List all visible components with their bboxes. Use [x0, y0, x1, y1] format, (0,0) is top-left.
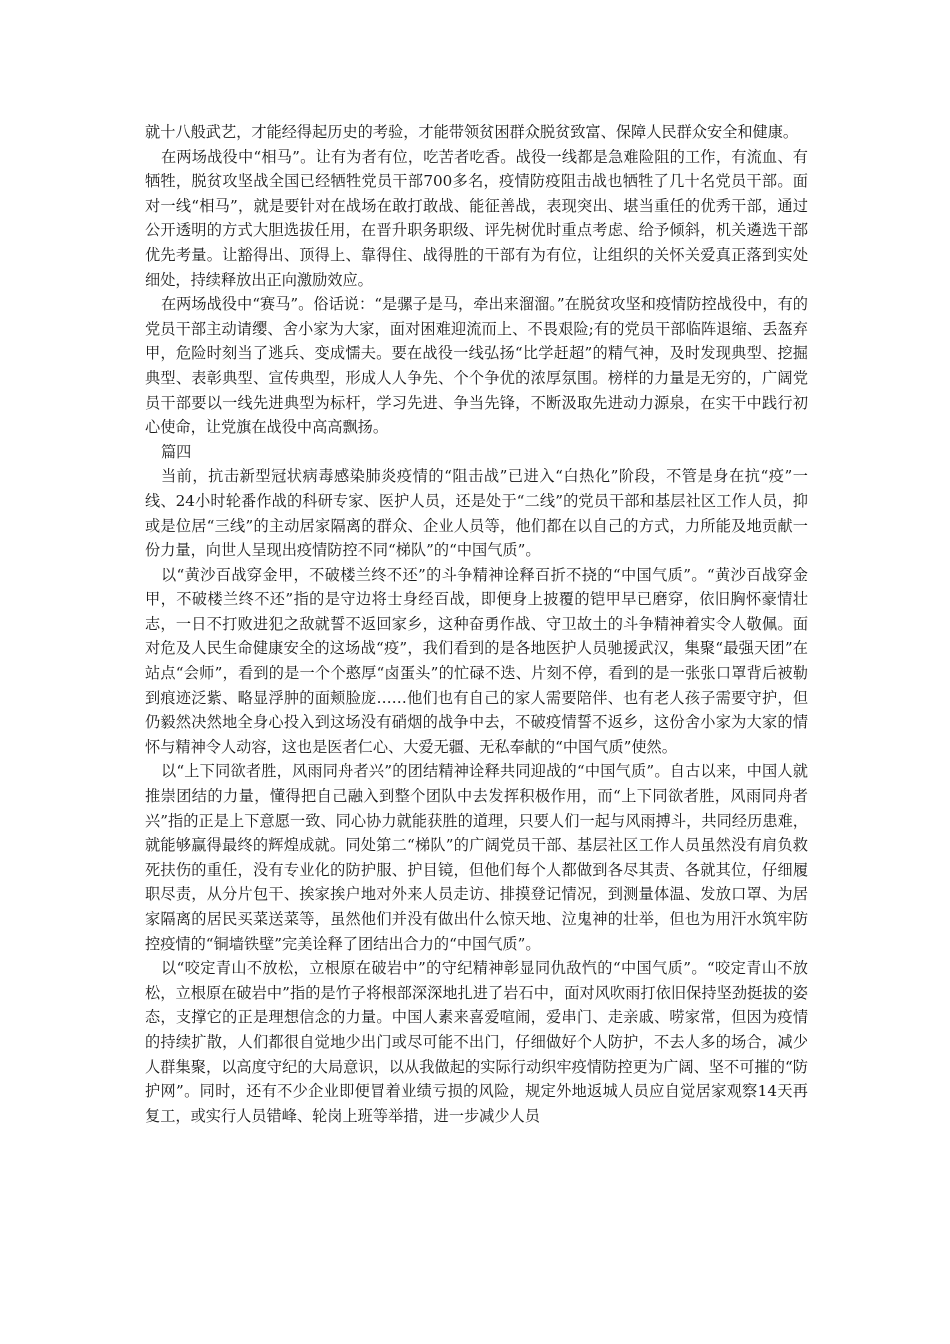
- section-heading: 篇四: [160, 442, 192, 461]
- paragraph: 在两场战役中“赛马”。俗话说：“是骡子是马，牵出来溜溜。”在脱贫攻坚和疫情防控战役中，有的党员干部主动请缨、舍小家为大家，面对困难迎流而上、不畏艰险;有的党员干部临阵退缩、丢盔弃甲，危险时刻当了逃兵、变成懦夫。要在战役一线弘扬“比学赶超”的精气神，及时发现典型、挖掘典型、表彰典型、宣传典型，形成人人争先、个个争优的浓厚氛围。榜样的力量是无穷的，广阔党员干部要以一线先进典型为标杆，学习先进、争当先锋，不断汲取先进动力源泉，在实干中践行初心使命，让党旗在战役中高高飘扬。: [145, 295, 808, 437]
- paragraph: 以“黄沙百战穿金甲，不破楼兰终不还”的斗争精神诠释百折不挠的“中国气质”。“黄沙百战穿金甲，不破楼兰终不还”指的是守边将士身经百战，即便身上披覆的铠甲早已磨穿，依旧胸怀豪情壮志，一日不打败进犯之敌就誓不返回家乡，这种奋勇作战、守卫故土的斗争精神着实令人敬佩。面对危及人民生命健康安全的这场战“疫”，我们看到的是各地医护人员驰援武汉，集聚“最强天团”在站点“会师”，看到的是一个个憨厚“卤蛋头”的忙碌不迭、片刻不停，看到的是一张张口罩背后被勒到痕迹泛紫、略显浮肿的面颊脸庞……他们也有自己的家人需要陪伴、也有老人孩子需要守护，但仍毅然决然地全身心投入到这场没有硝烟的战争中去，不破疫情誓不返乡，这份舍小家为大家的情怀与精神令人动容，这也是医者仁心、大爱无疆、无私奉献的“中国气质”使然。: [145, 565, 808, 756]
- paragraph: 就十八般武艺，才能经得起历史的考验，才能带领贫困群众脱贫致富、保障人民群众安全和健康。: [145, 123, 799, 141]
- paragraph: 以“上下同欲者胜，风雨同舟者兴”的团结精神诠释共同迎战的“中国气质”。自古以来，中国人就推崇团结的力量，懂得把自己融入到整个团队中去发挥积极作用，而“上下同欲者胜，风雨同舟者兴”指的正是上下意愿一致、同心协力就能获胜的道理，只要人们一起与风雨搏斗，共同经历患难，就能够赢得最终的辉煌成就。同处第二“梯队”的广阔党员干部、基层社区工作人员虽然没有肩负救死扶伤的重任，没有专业化的防护服、护目镜，但他们每个人都做到各尽其责、各就其位，仔细履职尽责，从分片包干、挨家挨户地对外来人员走访、排摸登记情况，到测量体温、发放口罩、为居家隔离的居民买菜送菜等，虽然他们并没有做出什么惊天地、泣鬼神的壮举，但也为用汗水筑牢防控疫情的“铜墙铁壁”完美诠释了团结出合力的“中国气质”。: [145, 762, 808, 953]
- paragraph: 以“咬定青山不放松，立根原在破岩中”的守纪精神彰显同仇敌忾的“中国气质”。“咬定青山不放松，立根原在破岩中”指的是竹子将根部深深地扎进了岩石中，面对风吹雨打依旧保持坚劲挺拔的姿态，支撑它的正是理想信念的力量。中国人素来喜爱喧闹，爱串门、走亲戚、唠家常，但因为疫情的持续扩散，人们都很自觉地少出门或尽可能不出门，仔细做好个人防护，不去人多的场合，减少人群集聚，以高度守纪的大局意识，以从我做起的实际行动织牢疫情防控更为广阔、坚不可摧的“防护网”。同时，还有不少企业即便冒着业绩亏损的风险，规定外地返城人员应自觉居家观察14天再复工，或实行人员错峰、轮岗上班等举措，进一步减少人员: [145, 959, 808, 1125]
- document-body: [145, 120, 808, 1128]
- paragraph: 当前，抗击新型冠状病毒感染肺炎疫情的“阻击战”已进入“白热化”阶段，不管是身在抗“疫”一线、24小时轮番作战的科研专家、医护人员，还是处于“二线”的党员干部和基层社区工作人员，抑或是位居“三线”的主动居家隔离的群众、企业人员等，他们都在以自己的方式，力所能及地贡献一份力量，向世人呈现出疫情防控不同“梯队”的“中国气质”。: [145, 467, 808, 560]
- paragraph: 在两场战役中“相马”。让有为者有位，吃苦者吃香。战役一线都是急难险阻的工作，有流血、有牺牲，脱贫攻坚战全国已经牺牲党员干部700多名，疫情防疫阻击战也牺牲了几十名党员干部。面对一线“相马”，就是要针对在战场在敢打敢战、能征善战，表现突出、堪当重任的优秀干部，通过公开透明的方式大胆选拔任用，在晋升职务职级、评先树优时重点考虑、给予倾斜，机关遴选干部优先考量。让豁得出、顶得上、靠得住、战得胜的干部有为有位，让组织的关怀关爱真正落到实处细处，持续释放出正向激励效应。: [145, 147, 808, 289]
